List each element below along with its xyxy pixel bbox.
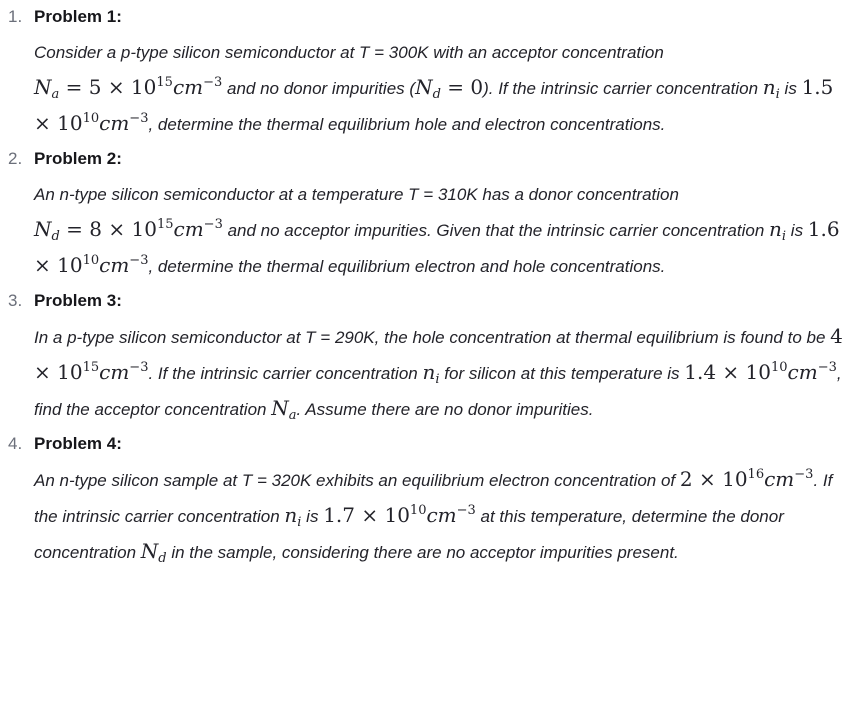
- problem-text-segment: for silicon at this temperature is: [439, 364, 685, 383]
- math-intrinsic-value: $1.6 \times 10^{10}cm^{-3}$: [34, 217, 840, 277]
- problem-text-segment: . If the intrinsic carrier concentration: [148, 364, 423, 383]
- math-intrinsic-value: $1.5 \times 10^{10}cm^{-3}$: [34, 75, 834, 135]
- math-acceptor-concentration: $N_a = 5 \times 10^{15}cm^{-3}$: [34, 75, 223, 102]
- problem-text-segment: is: [301, 507, 324, 526]
- problem-number: 3.: [8, 291, 23, 310]
- problem-text-segment: Consider a p-type silicon semiconductor at T = 300K with an acceptor concentration: [34, 43, 664, 62]
- math-acceptor-symbol: $N_a$: [271, 396, 297, 423]
- problem-text: [34, 462, 849, 570]
- problem-text: [34, 319, 849, 427]
- problem-text-segment: . If the intrinsic carrier concentration: [34, 471, 833, 526]
- problem-text-segment: An n-type silicon semiconductor at a temperature T = 310K has a donor concentration: [34, 185, 679, 204]
- math-intrinsic-symbol: $n_i$: [422, 360, 440, 387]
- problem-text-segment: An n-type silicon sample at T = 320K exhibits an equilibrium electron concentration of: [34, 471, 680, 490]
- math-intrinsic-value: $1.7 \times 10^{10}cm^{-3}$: [323, 503, 476, 527]
- problem-number: 2.: [8, 149, 23, 168]
- problem-text: [34, 177, 849, 284]
- problem-number: 1.: [8, 7, 23, 26]
- math-intrinsic-symbol: $n_i$: [762, 75, 780, 102]
- problem-title: Problem 4:: [34, 434, 122, 453]
- problem-number: 4.: [8, 434, 23, 453]
- problem-title: Problem 1:: [34, 7, 122, 26]
- problem-item: [0, 284, 852, 427]
- problem-text-segment: and no acceptor impurities. Given that the intrinsic carrier concentration: [222, 221, 769, 240]
- math-electron-concentration: $2 \times 10^{16}cm^{-3}$: [679, 467, 814, 491]
- problem-text-segment: In a p-type silicon semiconductor at T = 290K, the hole concentration at thermal equilibrium is found to be: [34, 328, 831, 347]
- problem-text-segment: is: [786, 221, 808, 240]
- problem-header: [0, 0, 852, 35]
- problem-title: Problem 2:: [34, 149, 122, 168]
- problem-text-segment: at this temperature, determine the donor concentration: [34, 507, 784, 562]
- problem-text: [34, 35, 849, 142]
- problem-text-segment: , determine the thermal equilibrium electron and hole concentrations.: [148, 257, 666, 276]
- problem-text-segment: . Assume there are no donor impurities.: [296, 400, 594, 419]
- math-donor-concentration: $N_d = 0$: [415, 75, 484, 102]
- problem-item: [0, 142, 852, 284]
- problem-header: [0, 142, 852, 177]
- problem-header: [0, 427, 852, 462]
- math-donor-symbol: $N_d$: [140, 539, 167, 566]
- problem-item: [0, 427, 852, 570]
- math-donor-concentration: $N_d = 8 \times 10^{15}cm^{-3}$: [34, 217, 223, 244]
- problem-title: Problem 3:: [34, 291, 122, 310]
- problem-text-segment: in the sample, considering there are no acceptor impurities present.: [166, 543, 679, 562]
- problem-text-segment: ). If the intrinsic carrier concentration: [483, 79, 763, 98]
- math-intrinsic-symbol: $n_i$: [769, 217, 787, 244]
- problem-item: [0, 0, 852, 142]
- problem-header: [0, 284, 852, 319]
- math-intrinsic-symbol: $n_i$: [284, 503, 302, 530]
- problem-text-segment: , determine the thermal equilibrium hole and electron concentrations.: [148, 115, 666, 134]
- problem-text-segment: is: [779, 79, 802, 98]
- math-hole-concentration: $4 \times 10^{15}cm^{-3}$: [34, 324, 843, 384]
- problem-text-segment: , find the acceptor concentration: [34, 364, 842, 419]
- math-intrinsic-value: $1.4 \times 10^{10}cm^{-3}$: [684, 360, 837, 384]
- problem-text-segment: and no donor impurities (: [222, 79, 416, 98]
